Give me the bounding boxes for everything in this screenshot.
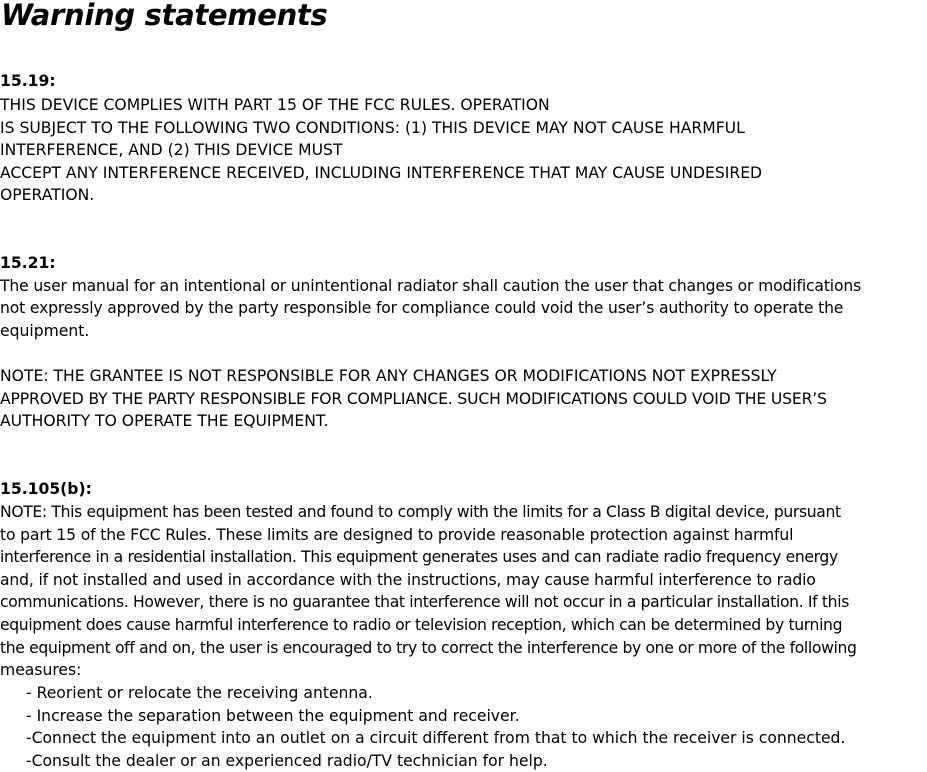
measure-item-1: - Reorient or relocate the receiving antenna. bbox=[26, 684, 373, 702]
section-15-21-para2-line-2: APPROVED BY THE PARTY RESPONSIBLE FOR COMPLIANCE. SUCH MODIFICATIONS COULD VOID THE USER’S bbox=[0, 390, 827, 408]
section-15-21-para1-line-3: equipment. bbox=[0, 322, 90, 340]
section-15-21-para2-line-1: NOTE: THE GRANTEE IS NOT RESPONSIBLE FOR ANY CHANGES OR MODIFICATIONS NOT EXPRESSLY bbox=[0, 367, 777, 385]
measure-item-4: -Consult the dealer or an experienced radio/TV technician for help. bbox=[26, 752, 548, 770]
section-15-105b-line-1: NOTE: This equipment has been tested and found to comply with the limits for a Class B digital device, pursuant bbox=[0, 503, 841, 521]
section-15-19-line-2: IS SUBJECT TO THE FOLLOWING TWO CONDITIONS: (1) THIS DEVICE MAY NOT CAUSE HARMFUL bbox=[0, 119, 745, 137]
section-heading-15-21: 15.21: bbox=[0, 254, 56, 272]
section-15-105b-line-7: the equipment off and on, the user is encouraged to try to correct the interference by one or more of the following bbox=[0, 639, 857, 657]
page-title: Warning statements bbox=[1, 0, 328, 32]
section-15-21-para1-line-1: The user manual for an intentional or unintentional radiator shall caution the user that changes or modifications bbox=[0, 277, 862, 295]
section-15-105b-line-2: to part 15 of the FCC Rules. These limits are designed to provide reasonable protection against harmful bbox=[0, 526, 794, 544]
section-15-105b-line-4: and, if not installed and used in accordance with the instructions, may cause harmful interference to radio bbox=[0, 571, 816, 589]
section-15-21-para2-line-3: AUTHORITY TO OPERATE THE EQUIPMENT. bbox=[0, 412, 329, 430]
section-15-19-line-3: INTERFERENCE, AND (2) THIS DEVICE MUST bbox=[0, 141, 343, 159]
section-15-19-line-5: OPERATION. bbox=[0, 186, 95, 204]
section-15-105b-line-5: communications. However, there is no guarantee that interference will not occur in a particular installation. If this bbox=[0, 593, 849, 611]
section-15-105b-line-6: equipment does cause harmful interference to radio or television reception, which can be determined by turning bbox=[0, 616, 843, 634]
section-15-19-line-4: ACCEPT ANY INTERFERENCE RECEIVED, INCLUDING INTERFERENCE THAT MAY CAUSE UNDESIRED bbox=[0, 164, 763, 182]
section-15-21-para1-line-2: not expressly approved by the party responsible for compliance could void the user’s authority to operate the bbox=[0, 299, 844, 317]
section-15-105b-line-3: interference in a residential installation. This equipment generates uses and can radiate radio frequency energy bbox=[0, 548, 838, 566]
measure-item-2: - Increase the separation between the equipment and receiver. bbox=[26, 707, 520, 725]
section-heading-15-19: 15.19: bbox=[0, 72, 56, 90]
section-heading-15-105b: 15.105(b): bbox=[0, 480, 92, 498]
section-15-19-line-1: THIS DEVICE COMPLIES WITH PART 15 OF THE FCC RULES. OPERATION bbox=[0, 96, 550, 114]
measure-item-3: -Connect the equipment into an outlet on a circuit different from that to which the receiver is connected. bbox=[26, 729, 846, 747]
section-15-105b-line-8: measures: bbox=[0, 661, 82, 679]
